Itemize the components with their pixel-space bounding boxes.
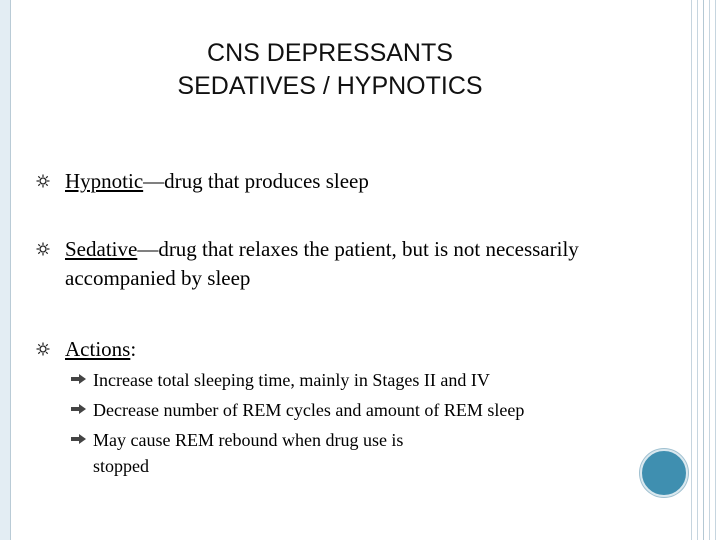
- sun-bullet-icon: [36, 342, 50, 356]
- bullet-term: Hypnotic: [65, 169, 144, 193]
- bullet-text: :: [130, 337, 137, 361]
- right-decorative-lines: [684, 0, 720, 540]
- arrow-bullet-icon: [71, 404, 86, 414]
- arrow-bullet-icon: [71, 374, 86, 384]
- left-decorative-bar: [0, 0, 11, 540]
- bullet-text: —drug that relaxes the patient, but is not necessarily accompanied by sleep: [65, 237, 579, 290]
- bullet-text: —drug that produces sleep: [143, 169, 369, 193]
- sun-bullet-icon: [36, 174, 50, 188]
- title-line-2: SEDATIVES / HYPNOTICS: [177, 72, 483, 100]
- slide-title: [60, 37, 600, 103]
- blue-circle-decoration: [640, 449, 688, 497]
- arrow-bullet-icon: [71, 434, 86, 444]
- bullet-term: Actions: [65, 337, 131, 361]
- sun-bullet-icon: [36, 242, 50, 256]
- title-line-1: CNS DEPRESSANTS: [207, 39, 453, 67]
- bullet-term: Sedative: [65, 237, 138, 261]
